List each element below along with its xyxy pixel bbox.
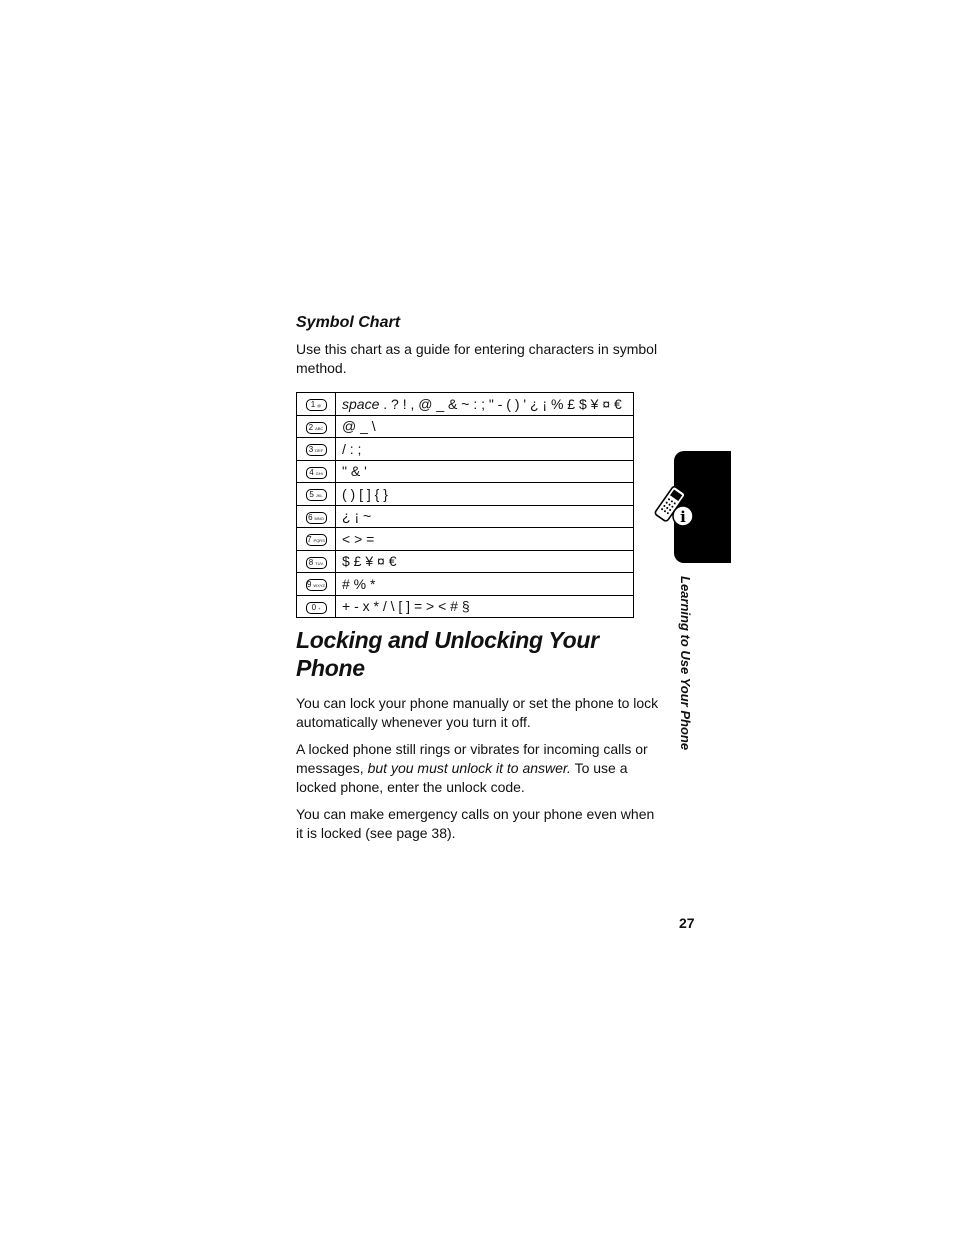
symbols-text: $ £ ¥ ¤ €: [342, 553, 397, 570]
symbol-chart-heading: Symbol Chart: [296, 314, 401, 331]
symbols-text: # % *: [342, 575, 376, 592]
symbols-text: . ? ! , @ _ & ~ : ; " - ( ) ' ¿ ¡ % £ $ ¥ ¤ €: [379, 395, 622, 412]
symbols-cell: [336, 415, 634, 438]
symbols-text: ¿ ¡ ~: [342, 508, 372, 525]
key-letters: WXYZ: [313, 583, 325, 589]
key-digit: 7: [307, 535, 312, 545]
key-letters: ABC: [315, 425, 324, 431]
chart-row: [297, 483, 634, 506]
key-digit: 0: [311, 602, 317, 612]
symbols-cell: [336, 393, 634, 416]
key-cell: [297, 505, 336, 528]
locking-para-2: [296, 740, 661, 797]
key-digit: 8: [308, 557, 314, 567]
key-digit: 6: [308, 512, 313, 522]
keypad-key-icon: [306, 399, 327, 411]
locking-para-1: You can lock your phone manually or set the phone to lock automatically whenever you turn it off.: [296, 695, 659, 730]
symbols-cell: [336, 573, 634, 596]
section-title: Locking and Unlocking Your Phone: [296, 627, 599, 681]
keypad-key-icon: [306, 579, 327, 591]
key-letters: MNO: [314, 515, 324, 521]
key-letters: TUV: [315, 560, 324, 566]
page-content: [296, 314, 661, 851]
keypad-key-icon: [306, 534, 327, 546]
keypad-key-icon: [306, 422, 327, 434]
symbols-cell: [336, 438, 634, 461]
chart-row: [297, 505, 634, 528]
symbols-text: @ _ \: [342, 418, 376, 435]
keypad-key-icon: [306, 512, 327, 524]
locking-para-2-start: A locked phone still rings or vibrates for incoming calls or messages,: [296, 741, 648, 776]
symbols-text: + - x * / \ [ ] = > < # §: [342, 598, 470, 615]
locking-para-3: You can make emergency calls on your phone even when it is locked (see page 38).: [296, 806, 655, 841]
symbol-chart-intro: Use this chart as a guide for entering characters in symbol method.: [296, 341, 658, 376]
symbols-text: / : ;: [342, 440, 362, 457]
key-cell: [297, 573, 336, 596]
locking-para-2-emphasis: but you must unlock it to answer.: [367, 760, 571, 776]
chart-row: [297, 460, 634, 483]
locking-para-2-end: To use a locked phone, enter the unlock code.: [296, 760, 628, 795]
key-letters: DEF: [315, 448, 324, 454]
chart-row: [297, 528, 634, 551]
svg-text:i: i: [680, 508, 686, 526]
chart-row: [297, 573, 634, 596]
key-letters: @: [317, 403, 322, 409]
chart-row: [297, 415, 634, 438]
key-letters: JKL: [315, 493, 323, 499]
symbols-cell: [336, 528, 634, 551]
key-cell: [297, 415, 336, 438]
key-digit: 2: [308, 422, 314, 432]
key-cell: [297, 483, 336, 506]
space-label: space: [342, 395, 380, 412]
chapter-side-label: Learning to Use Your Phone: [678, 576, 693, 751]
keypad-key-icon: [306, 444, 327, 456]
key-cell: [297, 460, 336, 483]
keypad-key-icon: [306, 467, 327, 479]
key-digit: 9: [307, 580, 312, 590]
symbols-cell: [336, 505, 634, 528]
page-number: 27: [679, 915, 695, 931]
symbols-cell: [336, 460, 634, 483]
key-letters: PQRS: [313, 538, 325, 544]
key-digit: 4: [309, 467, 314, 477]
symbols-cell: [336, 595, 634, 618]
key-digit: 3: [308, 445, 314, 455]
symbols-cell: [336, 550, 634, 573]
keypad-key-icon: [306, 489, 327, 501]
keypad-key-icon: [306, 602, 327, 614]
key-cell: [297, 393, 336, 416]
keypad-key-icon: [306, 557, 327, 569]
chart-row: [297, 550, 634, 573]
key-digit: 1: [310, 400, 316, 410]
phone-info-icon: [648, 482, 698, 530]
chart-row: [297, 393, 634, 416]
symbols-cell: [336, 483, 634, 506]
key-cell: [297, 528, 336, 551]
key-cell: [297, 550, 336, 573]
chart-row: [297, 438, 634, 461]
key-letters: GHI: [315, 470, 323, 476]
key-cell: [297, 595, 336, 618]
key-digit: 5: [309, 490, 314, 500]
chart-row: [297, 595, 634, 618]
key-letters: +: [318, 605, 321, 611]
symbols-text: " & ': [342, 463, 367, 480]
symbols-text: ( ) [ ] { }: [342, 485, 388, 502]
key-cell: [297, 438, 336, 461]
symbols-text: < > =: [342, 530, 375, 547]
symbol-chart-table: [296, 392, 634, 618]
